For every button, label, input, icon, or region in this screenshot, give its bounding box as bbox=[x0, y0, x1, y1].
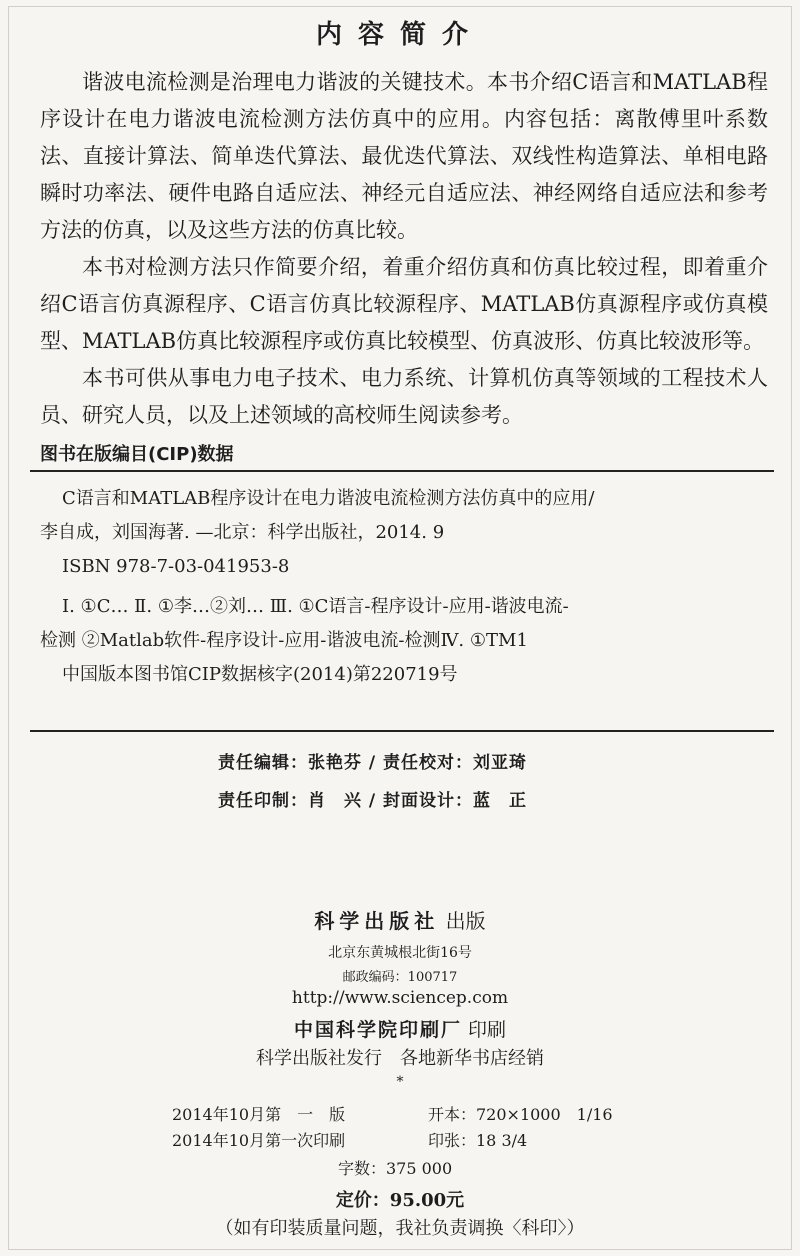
cip-book-title: C语言和MATLAB程序设计在电力谐波电流检测方法仿真中的应用/ bbox=[62, 488, 595, 509]
intro-paragraph: 本书可供从事电力电子技术、电力系统、计算机仿真等领域的工程技术人员、研究人员，以及上述领域的高校师生阅读参考。 bbox=[40, 366, 768, 427]
publisher-name: 科学出版社 bbox=[314, 909, 440, 933]
printer-name: 中国科学院印刷厂 bbox=[293, 1019, 462, 1041]
cip-block bbox=[40, 482, 768, 692]
intro-title: 内容简介 bbox=[315, 20, 484, 50]
publisher-line bbox=[0, 905, 800, 934]
edition-info: 2014年10月第 一 版 bbox=[172, 1105, 346, 1124]
cip-approval: 中国版本图书馆CIP数据核字(2014)第220719号 bbox=[62, 664, 458, 685]
publisher-postcode: 邮政编码：100717 bbox=[342, 970, 458, 985]
intro-paragraph: 谐波电流检测是治理电力谐波的关键技术。本书介绍C语言和MATLAB程序设计在电力谐波电流检测方法仿真中的应用。内容包括：离散傅里叶系数法、直接计算法、简单迭代算法、最优迭代算法、双线性构造算法、单相电路瞬时功率法、硬件电路自适应法、神经元自适应法、神经网络自适应法和参考方法的仿真，以及这些方法的仿真比较。 bbox=[40, 70, 768, 242]
credits-editors: 责任编辑：张艳芬 / 责任校对：刘亚琦 bbox=[218, 753, 528, 773]
cip-classification: Ⅰ. ①C… Ⅱ. ①李…②刘… Ⅲ. ①C语言-程序设计-应用-谐波电流- bbox=[62, 596, 569, 617]
publisher-url: http://www.sciencep.com bbox=[291, 988, 509, 1008]
cip-top-rule bbox=[30, 470, 774, 472]
cip-title: 图书在版编目(CIP)数据 bbox=[40, 444, 234, 465]
cip-classification: 检测 ②Matlab软件-程序设计-应用-谐波电流-检测Ⅳ. ①TM1 bbox=[40, 630, 528, 651]
sheets-info: 印张：18 3/4 bbox=[428, 1131, 528, 1150]
cip-isbn: ISBN 978-7-03-041953-8 bbox=[62, 556, 290, 577]
intro-text bbox=[40, 64, 768, 434]
cip-bottom-rule bbox=[30, 730, 774, 732]
cip-authors: 李自成，刘国海著. —北京：科学出版社，2014. 9 bbox=[40, 522, 445, 543]
publisher-address: 北京东黄城根北街16号 bbox=[328, 945, 472, 961]
publisher-suffix: 出版 bbox=[445, 909, 486, 933]
price: 定价：95.00元 bbox=[335, 1190, 465, 1211]
separator-star: * bbox=[396, 1074, 404, 1090]
credits-production: 责任印制：肖 兴 / 封面设计：蓝 正 bbox=[218, 791, 528, 811]
intro-paragraph: 本书对检测方法只作简要介绍，着重介绍仿真和仿真比较过程，即着重介绍C语言仿真源程序、C语言仿真比较源程序、MATLAB仿真源程序或仿真模型、MATLAB仿真比较源程序或仿真比较模型、仿真波形、仿真比较波形等。 bbox=[40, 255, 768, 353]
distribution-line: 科学出版社发行 各地新华书店经销 bbox=[256, 1048, 544, 1069]
quality-note: （如有印装质量问题，我社负责调换〈科印〉） bbox=[215, 1218, 585, 1239]
format-info: 开本：720×1000 1/16 bbox=[428, 1105, 613, 1124]
printer-line bbox=[0, 1015, 800, 1042]
printing-info: 2014年10月第一次印刷 bbox=[172, 1131, 346, 1150]
printer-suffix: 印刷 bbox=[468, 1019, 507, 1041]
word-count: 字数：375 000 bbox=[338, 1159, 453, 1178]
